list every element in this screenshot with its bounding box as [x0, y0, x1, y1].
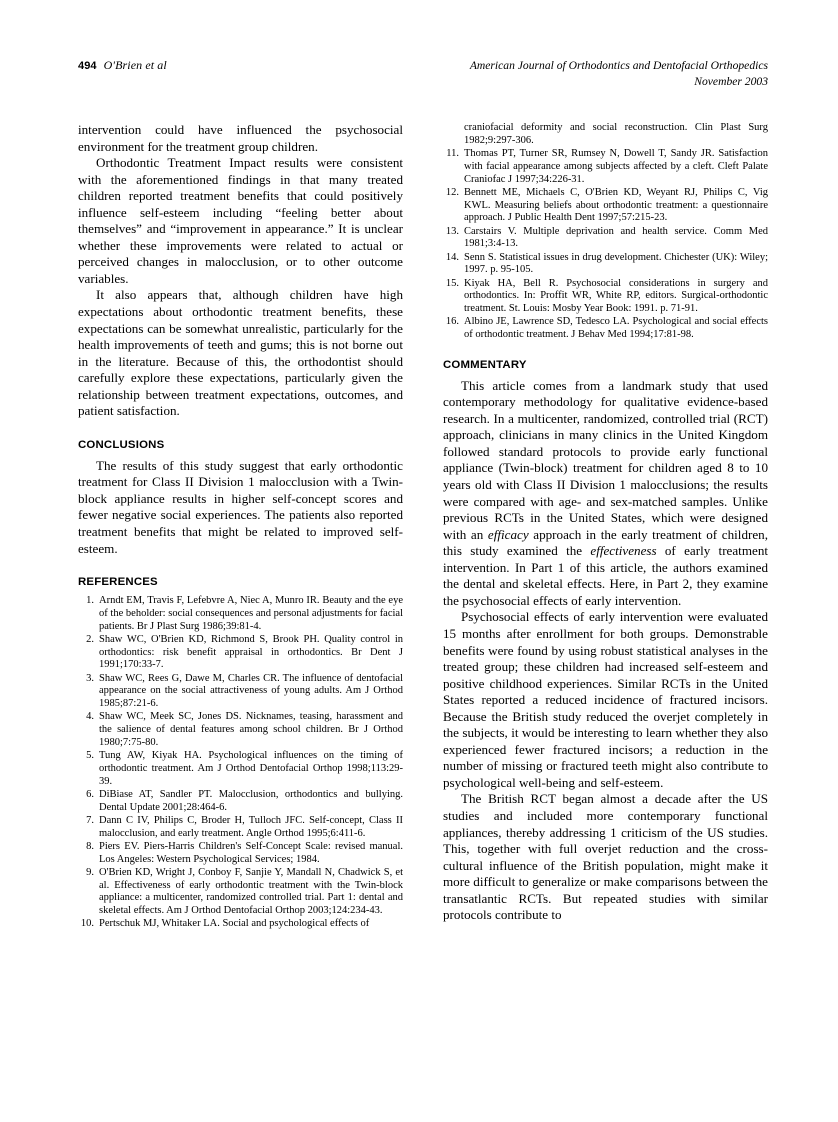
reference-text: Thomas PT, Turner SR, Rumsey N, Dowell T, Sandy JR. Satisfaction with facial appearance among subjects affected by a cleft. Cleft Palate Craniofac J 1997;34:226-31.	[464, 148, 768, 185]
reference-item	[443, 252, 768, 278]
reference-text: Arndt EM, Travis F, Lefebvre A, Niec A, Munro IR. Beauty and the eye of the beholder: social consequences and personal adjustments for facial patients. Br J Plast Surg 1986;39:81-4.	[99, 595, 403, 632]
reference-text: Shaw WC, Rees G, Dawe M, Charles CR. The influence of dentofacial appearance on the social attractiveness of young adults. Am J Orthod 1985;87:21-6.	[99, 672, 403, 710]
reference-text: Albino JE, Lawrence SD, Tedesco LA. Psychological and social effects of orthodontic treatment. J Behav Med 1994;17:81-98.	[464, 316, 768, 340]
reference-number: 9.	[86, 866, 94, 878]
reference-item	[78, 789, 403, 815]
commentary-text-c: of early treatment intervention. In Part 1 of this article, the authors examined the dental and skeletal effects. Here, in Part 2, they examine the psychosocial effects of early intervention.	[443, 543, 769, 608]
body-paragraph: Orthodontic Treatment Impact results were consistent with the aforementioned findings in that many treated children reported treatment benefits that could positively influence self-esteem including “feeling better about themselves” and “improvement in appearance.” It is unclear whether these improvements were related to actual or perceived changes in malocclusion, or to other outcome variables.	[78, 155, 403, 286]
journal-title: American Journal of Orthodontics and Dentofacial Orthopedics	[469, 59, 768, 72]
running-head-left	[78, 58, 167, 73]
reference-item	[78, 595, 403, 633]
reference-item-continued: craniofacial deformity and social reconstruction. Clin Plast Surg 1982;9:297-306.	[464, 122, 768, 146]
commentary-paragraph: The British RCT began almost a decade after the US studies and included more contemporary functional appliances, thereby addressing 1 criticism of the US studies. This, together with full overjet reduction and the cross-cultural influence of the British population, might make it more difficult to generalize or make comparisons between the transatlantic RCTs. But repeated studies with similar protocols contribute to	[443, 791, 768, 923]
reference-item	[78, 711, 403, 749]
running-head-right	[470, 58, 768, 89]
body-paragraph: intervention could have influenced the psychosocial environment for the treatment group children.	[78, 122, 403, 154]
running-head	[78, 58, 768, 104]
page-number: 494	[78, 60, 97, 72]
reference-item	[78, 867, 403, 918]
reference-number: 7.	[86, 814, 94, 826]
commentary-paragraph	[443, 378, 768, 610]
reference-number: 16.	[445, 316, 459, 328]
reference-text: Tung AW, Kiyak HA. Psychological influences on the timing of orthodontic treatment. Am J Orthod Dentofacial Orthop 1998;113:29-39.	[99, 750, 403, 787]
commentary-heading: COMMENTARY	[443, 358, 527, 371]
reference-item	[78, 673, 403, 711]
conclusions-paragraph: The results of this study suggest that early orthodontic treatment for Class II Division 1 malocclusion with a Twin-block appliance results in higher self-concept scores and fewer negative social experiences. The patients also reported treatment benefits that might be related to improved self-esteem.	[78, 457, 403, 556]
reference-text: DiBiase AT, Sandler PT. Malocclusion, orthodontics and bullying. Dental Update 2001;28:464-6.	[99, 788, 403, 813]
reference-text: Kiyak HA, Bell R. Psychosocial considerations in surgery and orthodontics. In: Proffit WR, White RP, editors. Surgical-orthodontic treatment. St. Louis: Mosby Year Book: 1991. p. 71-91.	[464, 277, 768, 314]
reference-item	[78, 750, 403, 788]
reference-item	[78, 815, 403, 841]
reference-text: O'Brien KD, Wright J, Conboy F, Sanjie Y, Mandall N, Chadwick S, et al. Effectiveness of early orthodontic treatment with the Twin-block appliance: a multicenter, randomized controlled trial. Part 1: dental and skeletal effects. Am J Orthod Dentofacial Orthop 2003;124:234-43.	[99, 866, 403, 917]
reference-number: 10.	[80, 918, 94, 930]
conclusions-heading: CONCLUSIONS	[78, 438, 165, 451]
reference-item	[443, 278, 768, 316]
commentary-emphasis-effectiveness: effectiveness	[590, 543, 657, 559]
reference-item	[443, 187, 768, 225]
reference-text: Dann C IV, Philips C, Broder H, Tulloch JFC. Self-concept, Class II malocclusion, and early treatment. Angle Orthod 1995;6:411-6.	[99, 814, 403, 839]
reference-number: 15.	[445, 277, 459, 289]
issue-date: November 2003	[694, 74, 768, 88]
reference-text: Senn S. Statistical issues in drug development. Chichester (UK): Wiley; 1997. p. 95-105.	[464, 251, 768, 276]
reference-item	[443, 316, 768, 342]
reference-item	[443, 226, 768, 252]
reference-text: Shaw WC, O'Brien KD, Richmond S, Brook PH. Quality control in orthodontics: risk benefit appraisal in orthodontics. Br Dent J 1991;170:33-7.	[99, 633, 403, 671]
reference-number: 12.	[445, 186, 459, 198]
reference-item	[78, 918, 403, 931]
reference-list-right	[443, 148, 768, 342]
reference-number: 5.	[86, 750, 94, 762]
running-head-authors: O'Brien et al	[103, 58, 167, 72]
reference-text: Carstairs V. Multiple deprivation and health service. Comm Med 1981;3:4-13.	[464, 225, 768, 250]
reference-number: 13.	[445, 225, 459, 237]
commentary-emphasis-efficacy: efficacy	[487, 526, 529, 542]
two-column-body	[78, 122, 768, 1062]
commentary-paragraph: Psychosocial effects of early intervention were evaluated 15 months after enrollment for both groups. Demonstrable benefits were found by using robust statistical analyses in the treated group; these children had increased self-esteem and positive childhood experiences. Similar RCTs in the United States reported a reduced incidence of fractured incisors. Because the British study reduced the overjet completely in the subjects, it would be interesting to learn whether they also experienced fewer fractured incisors; a reduction in the number of missing or fractured teeth might also contribute to psychological well-being and self-esteem.	[443, 609, 768, 790]
reference-number: 14.	[445, 251, 459, 263]
right-column	[443, 122, 768, 924]
reference-text: Bennett ME, Michaels C, O'Brien KD, Weyant RJ, Philips C, Vig KWL. Measuring beliefs about orthodontic treatment: a questionnaire approach. J Public Health Dent 1997;57:215-23.	[464, 186, 768, 224]
reference-number: 2.	[86, 633, 94, 645]
reference-list-left	[78, 595, 403, 931]
reference-text: Shaw WC, Meek SC, Jones DS. Nicknames, teasing, harassment and the salience of dental features among school children. Br J Orthod 1980;7:75-80.	[99, 711, 403, 748]
commentary-text-a: This article comes from a landmark study that used contemporary methodology for qualitative evidence-based research. In a multicenter, randomized, controlled trial (RCT) approach, clinicians in many clinics in the United Kingdom followed standard protocols to provide early functional appliance (Twin-block) treatment for children aged 8 to 10 years old with Class II Division 1 malocclusions; the results were compared with age- and sex-matched samples. Unlike previous RCTs in the United States, which were designed with an	[443, 377, 768, 542]
reference-number: 1.	[86, 595, 94, 607]
reference-item	[78, 841, 403, 867]
references-heading: REFERENCES	[78, 576, 158, 589]
reference-number: 11.	[446, 148, 459, 159]
reference-item	[443, 148, 768, 186]
reference-number: 4.	[86, 711, 94, 723]
left-column	[78, 122, 403, 932]
body-paragraph: It also appears that, although children have high expectations about orthodontic treatment benefits, these expectations can be somewhat unrealistic, particularly for the health improvements of teeth and gums; this is not borne out in the literature. Because of this, the orthodontist should carefully explore these expectations, particularly given the relationship between treatment expectations, outcomes, and patient satisfaction.	[78, 287, 403, 419]
reference-number: 3.	[86, 672, 94, 684]
reference-number: 6.	[86, 788, 94, 800]
reference-text: Pertschuk MJ, Whitaker LA. Social and psychological effects of	[99, 918, 370, 930]
reference-text: Piers EV. Piers-Harris Children's Self-Concept Scale: revised manual. Los Angeles: Western Psychological Services; 1984.	[99, 840, 403, 865]
commentary-text-b: approach in the early treatment of children, this study examined the	[443, 526, 768, 559]
reference-number: 8.	[86, 840, 94, 852]
reference-item	[78, 634, 403, 672]
